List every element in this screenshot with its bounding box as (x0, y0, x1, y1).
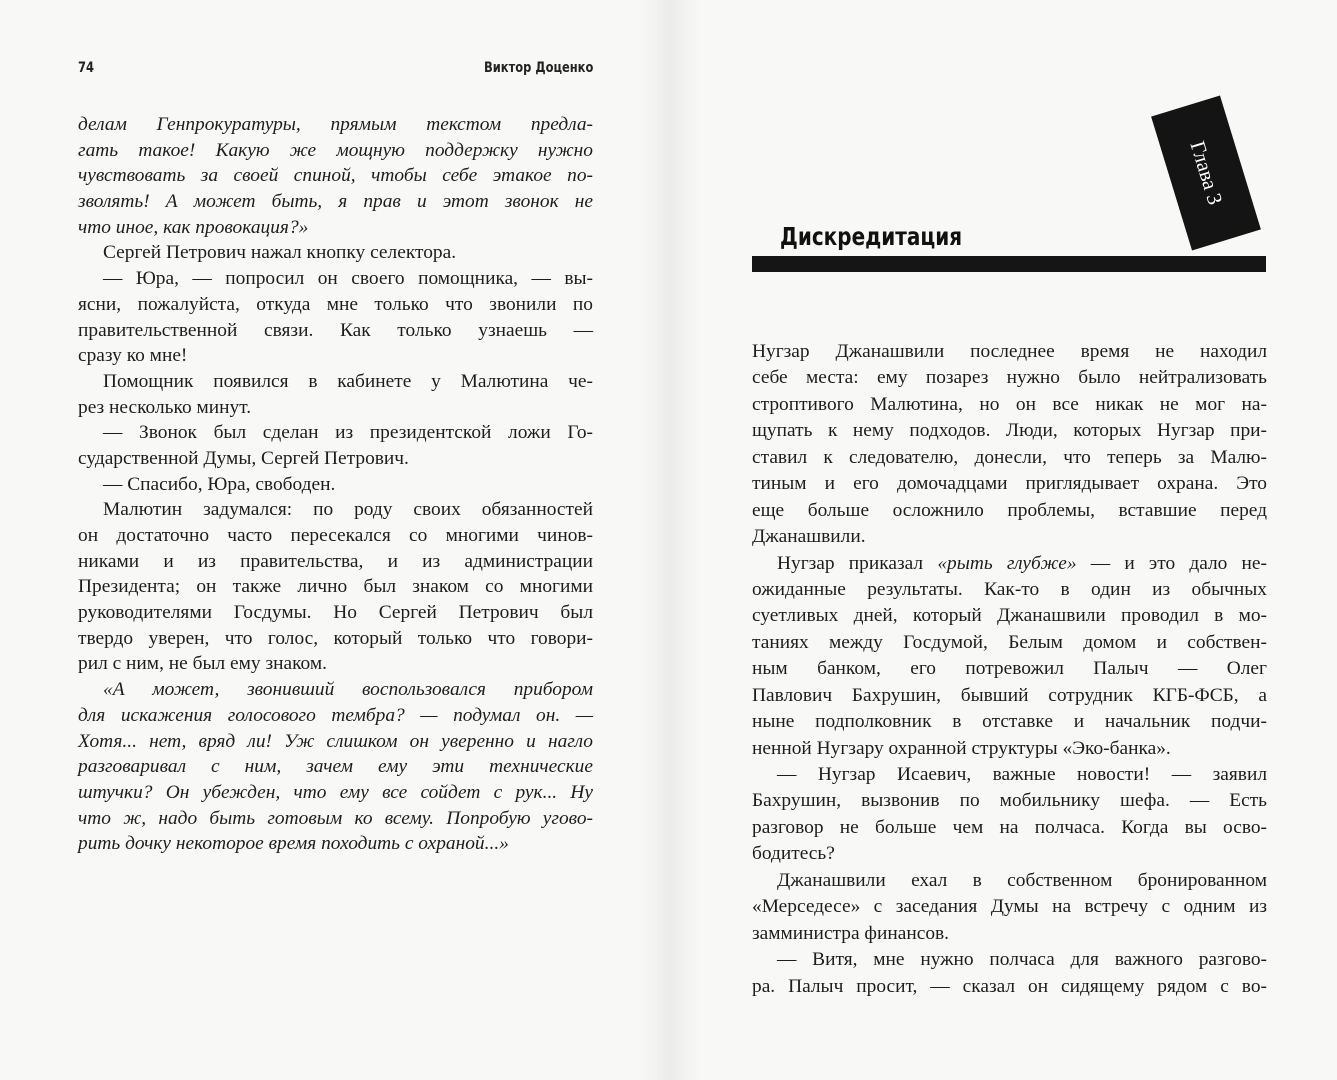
emphasis: «рыть глубже» (937, 552, 1077, 574)
text-line: бодитесь? (752, 843, 835, 865)
left-page-text (78, 112, 593, 857)
text-line: Джанашвили ехал в собственном бронированном (777, 869, 1267, 891)
text-line: «Мерседесе» с заседания Думы на встречу с одним из (752, 896, 1267, 918)
text-line: Сергей Петрович нажал кнопку селектора. (103, 242, 457, 264)
text-line: — Нугзар Исаевич, важные новости! — заявил (777, 764, 1267, 785)
text-line: Помощник появился в кабинете у Малютина че- (103, 370, 593, 392)
text-line: разговаривал с ним, зачем ему эти технические (78, 756, 593, 778)
text-line: он достаточно часто пересекался со многими чинов- (78, 525, 593, 546)
chapter-title-rule (752, 256, 1266, 272)
text-line: замминистра финансов. (752, 922, 950, 944)
right-page-text (752, 339, 1267, 1000)
text-line: еще больше осложнило проблемы, вставшие перед (752, 499, 1267, 521)
text-line: ставил к следователю, донесли, что теперь за Малю- (752, 446, 1267, 468)
text-line: что иное, как провокация?» (78, 216, 309, 238)
text-line: Малютин задумался: по роду своих обязанностей (103, 499, 593, 521)
text-line: Джанашвили. (752, 526, 866, 548)
text-line: тиным и его домочадцами приглядывает охрана. Это (752, 473, 1267, 495)
running-head-author: Виктор Доценко (483, 60, 593, 76)
chapter-title: Дискредитация (780, 222, 963, 251)
text-line: руководителями Госдумы. Но Сергей Петрович был (78, 602, 593, 624)
page-number: 74 (78, 60, 94, 76)
text-line: — Витя, мне нужно полчаса для важного разгово- (777, 949, 1267, 971)
text-line: Хотя... нет, вряд ли! Уж слишком он уверенно и нагло (78, 730, 593, 752)
chapter-tab (1151, 96, 1261, 251)
text-line: строптивого Малютина, но он все никак не мог на- (752, 393, 1267, 415)
text-line: щупать к нему подходов. Люди, которых Нугзар при- (752, 420, 1267, 442)
text-line: что ж, надо быть готовым ко всему. Попробую угово- (78, 807, 593, 829)
text-line: рез несколько минут. (78, 396, 252, 418)
text-line: сразу ко мне! (78, 345, 188, 367)
text-line: себе места: ему позарез нужно было нейтрализовать (752, 367, 1267, 389)
text-line: Бахрушин, вызвонив по мобильнику шефа. — Есть (752, 790, 1267, 812)
text-line: ра. Палыч просит, — сказал он сидящему рядом с во- (752, 975, 1267, 997)
text-line: для искажения голосового тембра? — подумал он. — (78, 704, 593, 726)
chapter-label: Глава 3 (1185, 138, 1228, 208)
text-line: ясни, пожалуйста, откуда мне только что звонили по (78, 293, 593, 315)
text-line: Нугзар Джанашвили последнее время не находил (752, 341, 1267, 362)
text-line: зволять! А может быть, я прав и этот звонок не (78, 191, 593, 213)
text-line: ожиданные результаты. Как-то в один из обычных (752, 578, 1267, 600)
text-line: «А может, звонивший воспользовался прибором (103, 679, 593, 701)
text-line: рил с ним, не был ему знаком. (78, 653, 327, 675)
text-line: ныне подполковник в отставке и начальник подчи- (752, 711, 1267, 733)
text-line: гать такое! Какую же мощную поддержку нужно (78, 139, 593, 161)
text-line: — Звонок был сделан из президентской ложи Го- (103, 422, 593, 444)
text-line: Президента; он также лично был знаком со многими (78, 576, 593, 598)
text-line: — Юра, — попросил он своего помощника, — вы- (103, 268, 593, 290)
text-line: суетливых дней, который Джанашвили проводил в мо- (752, 605, 1267, 627)
text-line: — Спасибо, Юра, свободен. (103, 473, 336, 495)
text-line: твердо уверен, что голос, который только что говори- (78, 627, 593, 649)
text-line: сударственной Думы, Сергей Петрович. (78, 447, 409, 469)
text-line: ным банком, его потревожил Палыч — Олег (752, 658, 1267, 680)
text-line: делам Генпрокуратуры, прямым текстом предла- (78, 114, 593, 135)
text-line: таниях между Госдумой, Белым домом и собствен- (752, 631, 1267, 653)
text-line: Нугзар приказал «рыть глубже» — и это дало не- (777, 552, 1267, 574)
text-line: ненной Нугзару охранной структуры «Эко-банка». (752, 737, 1171, 759)
text-line: штучки? Он убежден, что ему все сойдет с рук... Ну (78, 781, 593, 803)
book-gutter (640, 0, 700, 1080)
text-line: чувствовать за своей спиной, чтобы себе этакое по- (78, 165, 593, 187)
text-line: Павлович Бахрушин, бывший сотрудник КГБ-ФСБ, а (752, 684, 1267, 706)
text-line: никами и из правительства, и из администрации (78, 550, 593, 572)
text-line: разговор не больше чем на полчаса. Когда вы осво- (752, 816, 1267, 838)
text-line: рить дочку некоторое время походить с охраной...» (78, 833, 509, 855)
text-line: правительственной связи. Как только узнаешь — (78, 319, 593, 341)
